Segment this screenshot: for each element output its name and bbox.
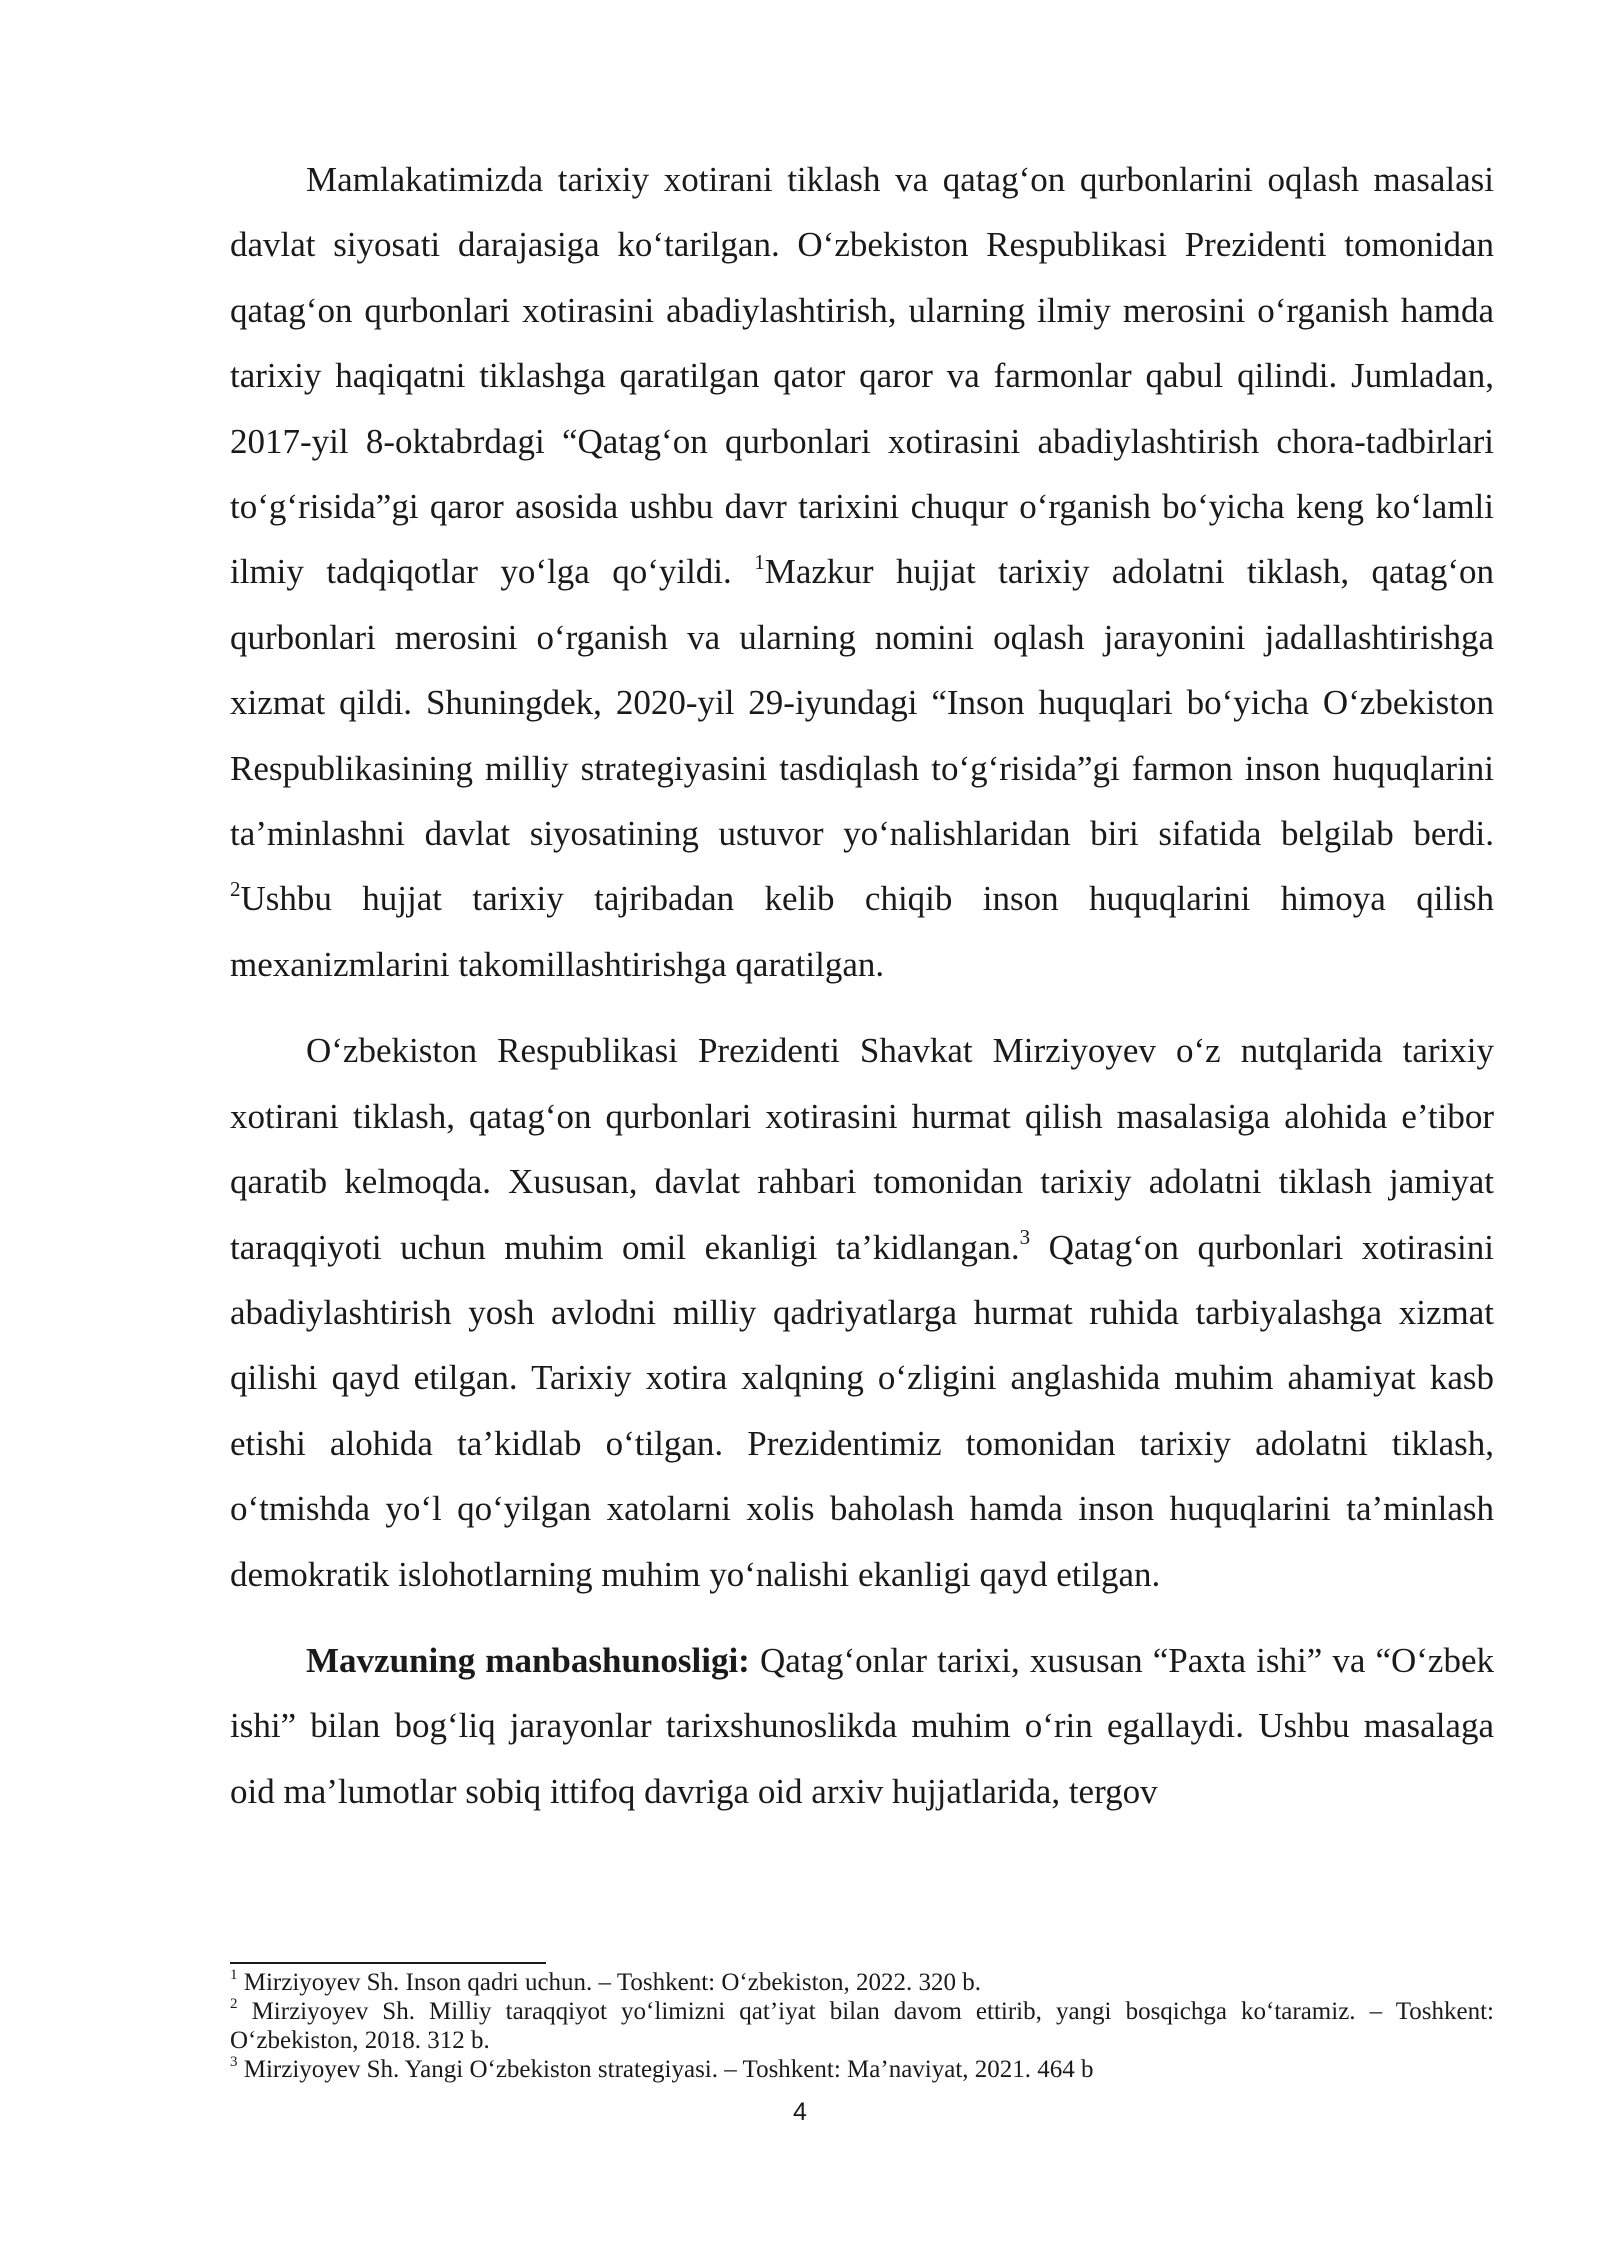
- footnote-2: [230, 1997, 1494, 2055]
- paragraph-3: [230, 1628, 1494, 1824]
- footnote-mark: 3: [230, 2053, 238, 2070]
- paragraph-text: O‘zbekiston Respublikasi Prezidenti Shavkat Mirziyoyev o‘z nutqlarida tarixiy xotirani tiklash, qatag‘on qurbonlari xotirasini hurmat qilish masalasiga alohida e’tibor qaratib kelmoqda. Xususan, davlat rahbari tomonidan tarixiy adolatni tiklash jamiyat taraqqiyoti uchun muhim omil ekanligi ta’kidlangan.: [230, 1031, 1494, 1267]
- footnote-mark: 2: [230, 1995, 238, 2012]
- footnote-text: Mirziyoyev Sh. Inson qadri uchun. – Toshkent: O‘zbekiston, 2022. 320 b.: [237, 1969, 982, 1996]
- footnote-text: Mirziyoyev Sh. Yangi O‘zbekiston strategiyasi. – Toshkent: Ma’naviyat, 2021. 464 b: [237, 2056, 1094, 2083]
- footnote-1: [230, 1968, 1494, 1997]
- paragraph-text: Qatag‘on qurbonlari xotirasini abadiylashtirish yosh avlodni milliy qadriyatlarga hurmat ruhida tarbiyalashga xizmat qilishi qayd etilgan. Tarixiy xotira xalqning o‘zligini anglashida muhim ahamiyat kasb etishi alohida ta’kidlab o‘tilgan. Prezidentimiz tomonidan tarixiy adolatni tiklash, o‘tmishda yo‘l qo‘yilgan xatolarni xolis baholash hamda inson huquqlarini ta’minlash demokratik islohotlarning muhim yo‘nalishi ekanligi qayd etilgan.: [230, 1227, 1494, 1594]
- footnote-mark: 1: [230, 1966, 238, 1983]
- footnote-ref-1[interactable]: 1: [754, 549, 765, 574]
- paragraph-text: Mazkur hujjat tarixiy adolatni tiklash, qatag‘on qurbonlari merosini o‘rganish va ularning nomini oqlash jarayonini jadallashtirishga xizmat qildi. Shuningdek, 2020-yil 29-iyundagi “Inson huquqlari bo‘yicha O‘zbekiston Respublikasining milliy strategiyasini tasdiqlash to‘g‘risida”gi farmon inson huquqlarini ta’minlashni davlat siyosatining ustuvor yo‘nalishlaridan biri sifatida belgilab berdi.: [230, 552, 1494, 854]
- footnote-3: [230, 2055, 1494, 2084]
- footnote-ref-3[interactable]: 3: [1019, 1224, 1031, 1249]
- page-number: 4: [793, 2098, 807, 2126]
- footnote-text: Mirziyoyev Sh. Milliy taraqqiyot yo‘limizni qat’iyat bilan davom ettirib, yangi bosqichga ko‘taramiz. – Toshkent: O‘zbekiston, 2018. 312 b.: [230, 1998, 1494, 2054]
- paragraph-text: Ushbu hujjat tarixiy tajribadan kelib chiqib inson huquqlarini himoya qilish mexanizmlarini takomillashtirishga qaratilgan.: [230, 879, 1494, 984]
- body-text: [230, 147, 1494, 1824]
- footnotes: [230, 1968, 1494, 2084]
- paragraph-text: Mamlakatimizda tarixiy xotirani tiklash va qatag‘on qurbonlarini oqlash masalasi davlat siyosati darajasiga ko‘tarilgan. O‘zbekiston Respublikasi Prezidenti tomonidan qatag‘on qurbonlari xotirasini abadiylashtirish, ularning ilmiy merosini o‘rganish hamda tarixiy haqiqatni tiklashga qaratilgan qator qaror va farmonlar qabul qilindi. Jumladan, 2017-yil 8-oktabrdagi “Qatag‘on qurbonlari xotirasini abadiylashtirish chora-tadbirlari to‘g‘risida”gi qaror asosida ushbu davr tarixini chuqur o‘rganish bo‘yicha keng ko‘lamli ilmiy tadqiqotlar yo‘lga qo‘yildi.: [230, 160, 1494, 592]
- paragraph-text: Qatag‘onlar tarixi, xususan “Paxta ishi” va “O‘zbek ishi” bilan bog‘liq jarayonlar tarixshunoslikda muhim o‘rin egallaydi. Ushbu masalaga oid ma’lumotlar sobiq ittifoq davriga oid arxiv hujjatlarida, tergov: [230, 1640, 1494, 1811]
- section-heading: Mavzuning manbashunosligi:: [306, 1640, 750, 1680]
- paragraph-1: [230, 147, 1494, 997]
- paragraph-2: [230, 1018, 1494, 1607]
- footnote-ref-2[interactable]: 2: [230, 876, 241, 901]
- footnote-separator: [230, 1962, 546, 1964]
